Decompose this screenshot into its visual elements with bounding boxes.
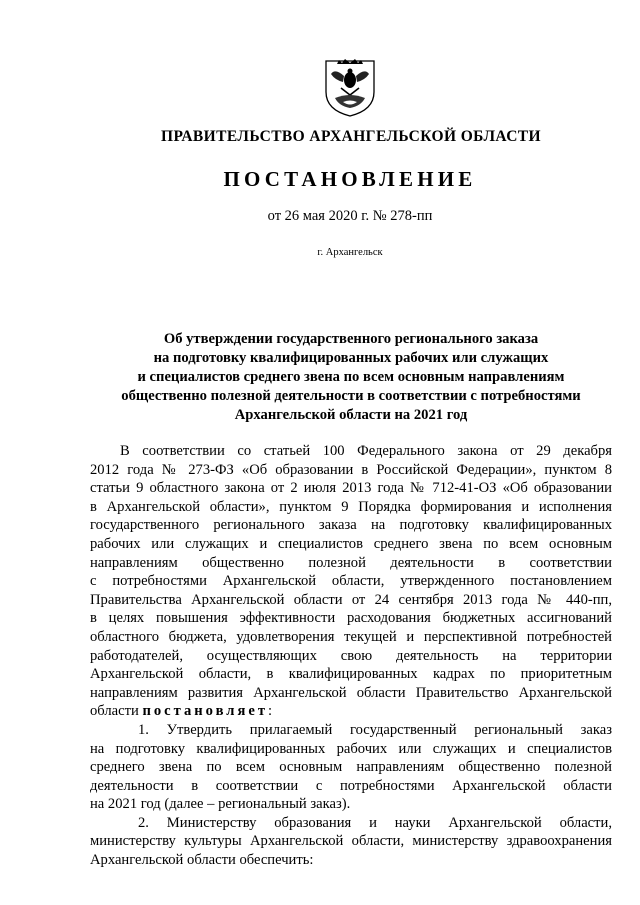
- body-line: работодателей, осуществляющих свою деятельность на территории: [90, 647, 612, 664]
- heading-line: общественно полезной деятельности в соответствии с потребностями: [121, 388, 581, 404]
- body-line: В соответствии со статьей 100 Федерального закона от 29 декабря: [120, 443, 612, 459]
- body-line: в целях повышения эффективности расходования бюджетных ассигнований: [90, 610, 612, 627]
- body-text: :: [268, 703, 273, 720]
- resolves-keyword: постановляет: [142, 703, 269, 720]
- heading-line: Архангельской области на 2021 год: [234, 407, 468, 423]
- body-line: с потребностями Архангельской области, утвержденного постановлением: [90, 573, 612, 590]
- document-city: г. Архангельск: [317, 247, 383, 258]
- body-line: направлениям общественно полезной деятельности в соответствии: [90, 554, 612, 571]
- heading-line: на подготовку квалифицированных рабочих или служащих: [153, 350, 549, 366]
- body-line: в Архангельской области», пунктом 9 Порядка формирования и исполнения: [90, 498, 612, 515]
- body-line: 2012 года № 273-ФЗ «Об образовании в Российской Федерации», пунктом 8: [90, 461, 612, 478]
- body-line: направлениям развития Архангельской области Правительство Архангельской: [90, 684, 612, 701]
- document-body: [90, 442, 612, 870]
- body-line: 2. Министерству образования и науки Архангельской области,: [138, 814, 612, 831]
- body-line: рабочих или служащих и специалистов среднего звена по всем основным: [90, 535, 612, 552]
- arkhangelsk-coat-of-arms-icon: [323, 58, 377, 118]
- government-name: ПРАВИТЕЛЬСТВО АРХАНГЕЛЬСКОЙ ОБЛАСТИ: [160, 128, 541, 145]
- body-line: министерству культуры Архангельской области, министерству здравоохранения: [90, 833, 612, 850]
- body-line: на 2021 год (далее – региональный заказ).: [90, 796, 351, 813]
- document-date-number: от 26 мая 2020 г. № 278-пп: [267, 208, 433, 224]
- body-line: 1. Утвердить прилагаемый государственный региональный заказ: [138, 721, 612, 738]
- document-type: ПОСТАНОВЛЕНИЕ: [223, 167, 477, 191]
- body-line: среднего звена по всем основным направлениям общественно полезной: [90, 759, 612, 776]
- body-line: Правительства Архангельской области от 24 сентября 2013 года № 440-пп,: [90, 591, 612, 608]
- body-line: Архангельской области, в квалифицированных кадрах по приоритетным: [90, 666, 612, 683]
- body-line: областного бюджета, удовлетворения текущей и перспективной потребностей: [90, 628, 612, 645]
- body-line: государственного регионального заказа на подготовку квалифицированных: [90, 517, 612, 534]
- body-text: области: [90, 703, 143, 720]
- body-line: на подготовку квалифицированных рабочих или служащих и специалистов: [90, 740, 612, 757]
- body-line: статьи 9 областного закона от 2 июля 2013 года № 712-41-ОЗ «Об образовании: [90, 480, 612, 497]
- body-line: деятельности в соответствии с потребностями Архангельской области: [90, 777, 612, 794]
- body-line: Архангельской области обеспечить:: [90, 852, 314, 869]
- body-line: [90, 702, 612, 721]
- heading-line: Об утверждении государственного регионального заказа: [163, 331, 539, 347]
- heading-line: и специалистов среднего звена по всем основным направлениям: [137, 369, 565, 385]
- document-heading: [0, 330, 640, 425]
